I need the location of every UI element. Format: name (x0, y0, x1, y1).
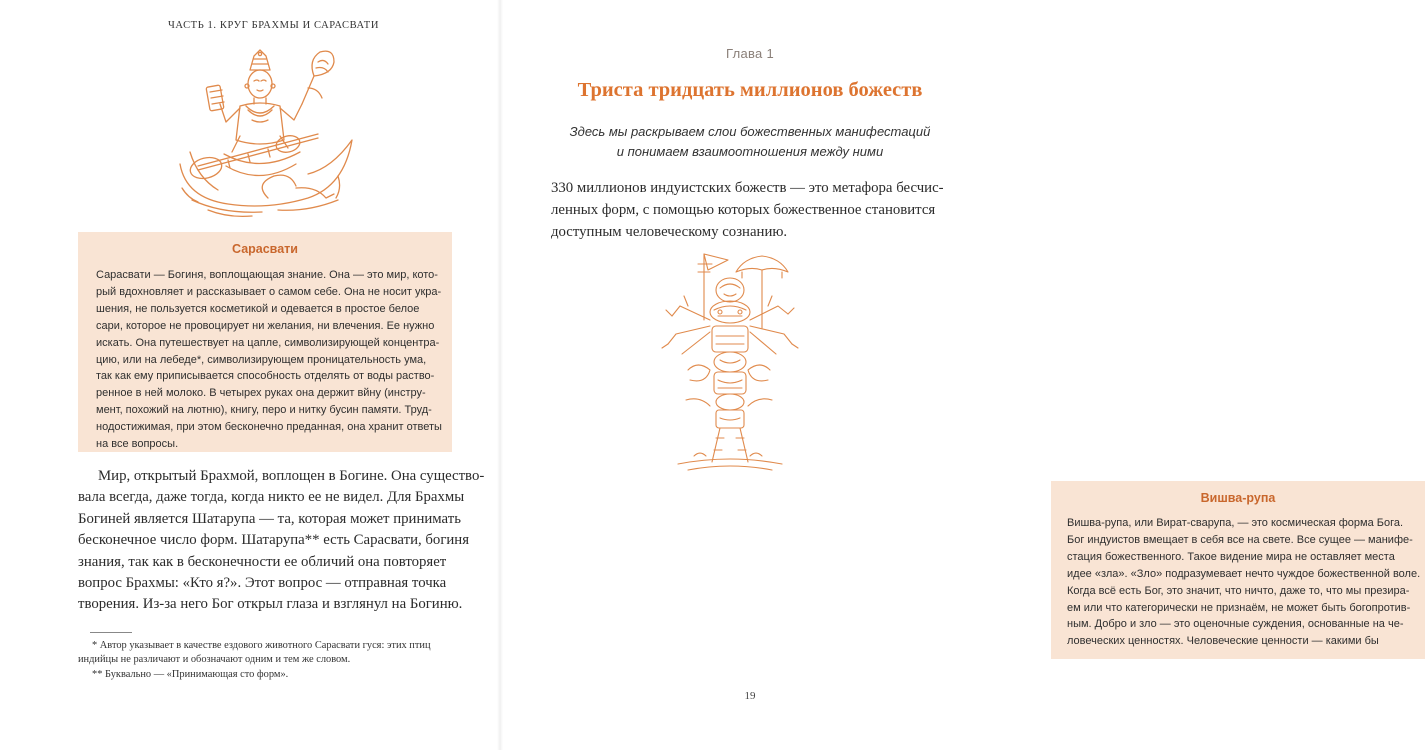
sidebar-line: так как ему приписывается способность отделять от воды раство- (96, 370, 435, 383)
sidebar-line: ловеческих ценностях. Человеческие ценности — какими бы (1067, 635, 1379, 648)
sidebar-line: идее «зла». «Зло» подразумевает нечто чуждое божественной воле. (1067, 567, 1421, 580)
intro-line: 330 миллионов индуистских божеств — это метафора бесчис- (551, 180, 944, 196)
sidebar-title: Сарасвати (232, 242, 298, 256)
footnote-line: ** Буквально — «Принимающая сто форм». (92, 668, 289, 680)
sidebar-line: Когда всё есть Бог, это значит, что ничто, даже то, что мы презира- (1067, 584, 1410, 597)
subtitle-line: и понимаем взаимоотношения между ними (616, 144, 884, 159)
intro-line: доступным человеческому сознанию. (551, 223, 788, 240)
sidebar-line: сари, которое не провоцирует ни желания, ни влечения. Ее нужно (96, 319, 435, 332)
sidebar-line: ренное в ней молоко. В четырех руках она держит вйну (инстру- (96, 387, 426, 400)
sidebar-text (1067, 515, 1420, 650)
chapter-label: Глава 1 (725, 46, 775, 61)
footnote-line: * Автор указывает в качестве ездового животного Сарасвати гуся: этих птиц (92, 640, 431, 651)
chapter-subtitle (500, 122, 1000, 162)
body-line: бесконечное число форм. Шатарупа** есть Сарасвати, богиня (78, 532, 470, 549)
sidebar-line: Бог индуистов вмещает в себя все на свете. Все сущее — манифе- (1067, 533, 1413, 546)
sidebar-line: на все вопросы. (96, 438, 179, 451)
left-page (0, 0, 500, 750)
sidebar-line: нодостижимая, при этом бесконечно преданная, она хранит ответы (96, 421, 442, 434)
sidebar-line: рый вдохновляет и рассказывает о самом себе. Она не носит укра- (96, 285, 442, 298)
sidebar-line: мент, похожий на лютню), книгу, перо и нитку бусин памяти. Труд- (96, 404, 432, 417)
sidebar-line: искать. Она путешествует на цапле, символизирующей концентра- (96, 336, 440, 349)
footnotes (78, 639, 431, 682)
body-line: вала всегда, даже тогда, когда никто ее не видел. Для Брахмы (78, 489, 465, 506)
body-line: Богиней является Шатарупа — та, которая может принимать (78, 510, 461, 527)
footnote-line: индийцы не различают и обозначают одним и тем же словом. (78, 654, 351, 666)
intro-line: ленных форм, с помощью которых божественное становится (551, 201, 936, 218)
sidebar-text (96, 267, 442, 453)
running-head: ЧАСТЬ 1. КРУГ БРАХМЫ И САРАСВАТИ (168, 20, 380, 31)
intro-text (551, 178, 944, 243)
body-line: знания, так как в бесконечности ее обличий она повторяет (78, 553, 447, 570)
sidebar-line: ным. Добро и зло — это оценочные суждения, основанные на че- (1067, 618, 1404, 631)
chapter-title: Триста тридцать миллионов божеств (577, 79, 923, 101)
sidebar-line: шения, не пользуется косметикой и одевается в простое белое (96, 302, 420, 315)
vishvarupa-illustration (658, 250, 798, 472)
sidebar-line: Вишва-рупа, или Вират-сварупа, — это космическая форма Бога. (1067, 517, 1404, 529)
saraswati-illustration (168, 48, 358, 220)
subtitle-line: Здесь мы раскрываем слои божественных манифестаций (569, 124, 931, 139)
body-text (78, 466, 485, 616)
sidebar-line: стация божественного. Такое видение мира не оставляет места (1067, 550, 1395, 563)
sidebar-title: Вишва-рупа (1200, 491, 1276, 505)
footnote-divider (90, 632, 132, 633)
body-line: творения. Из-за него Бог открыл глаза и взглянул на Богиню. (78, 596, 463, 613)
sidebar-line: ем или что категорически не признаём, не может быть богопротив- (1067, 601, 1411, 614)
right-page (500, 0, 1421, 750)
body-line: вопрос Брахмы: «Кто я?». Этот вопрос — отправная точка (78, 575, 447, 592)
sidebar-line: Сарасвати — Богиня, воплощающая знание. Она — это мир, кото- (96, 269, 438, 281)
sidebar-line: цию, или на лебеде*, символизирующем проницательность ума, (96, 353, 427, 366)
vishvarupa-sidebar (1051, 481, 1425, 659)
saraswati-sidebar (78, 232, 452, 452)
page-number: 19 (744, 690, 756, 702)
body-line: Мир, открытый Брахмой, воплощен в Богине. Она существо- (98, 468, 485, 484)
